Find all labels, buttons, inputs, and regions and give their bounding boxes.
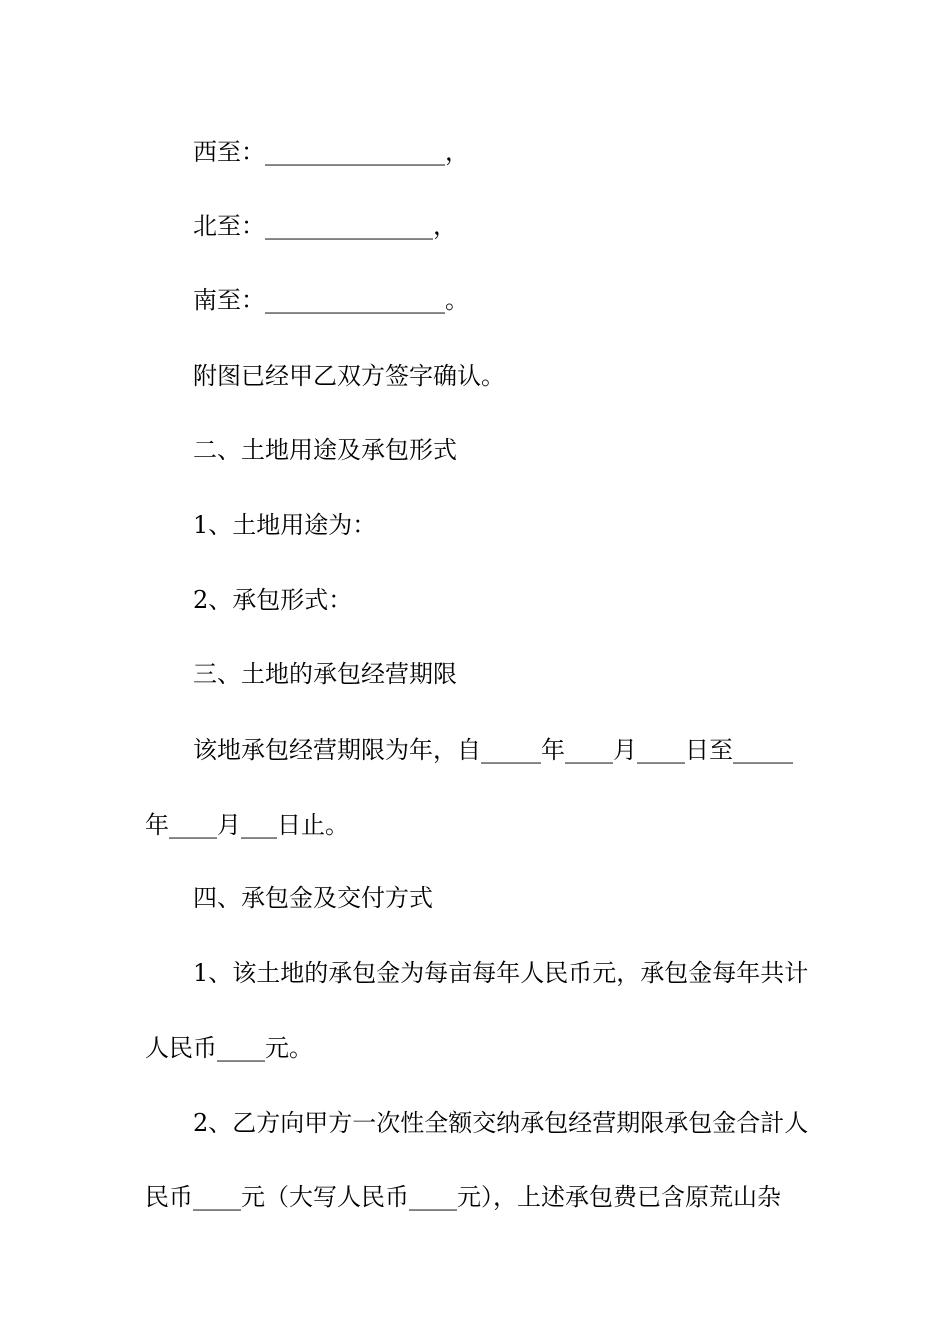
- clause-lump-sum-line-1: 2、乙方向甲方一次性全额交纳承包经营期限承包金合計人: [193, 1109, 809, 1137]
- section-heading-payment: 四、承包金及交付方式: [193, 884, 433, 912]
- clause-lump-sum-line-2: 民币____元（大写人民币____元），上述承包费已含原荒山杂: [145, 1183, 781, 1211]
- boundary-south: 南至：_______________。: [193, 286, 469, 314]
- section-heading-land-use: 二、土地用途及承包形式: [193, 436, 457, 464]
- boundary-north: 北至：______________，: [193, 212, 457, 240]
- clause-fee-line-2: 人民币____元。: [145, 1034, 313, 1062]
- boundary-west: 西至：_______________，: [193, 138, 469, 166]
- clause-land-use: 1、土地用途为：: [193, 511, 377, 539]
- clause-term-line-2: 年____月___日止。: [145, 811, 349, 839]
- clause-contract-form: 2、承包形式：: [193, 586, 353, 614]
- clause-term-line-1: 该地承包经营期限为年，自_____年____月____日至_____: [193, 736, 793, 764]
- attachment-confirmation: 附图已经甲乙双方签字确认。: [193, 362, 505, 390]
- clause-fee-line-1: 1、该土地的承包金为每亩每年人民币元，承包金每年共计: [193, 959, 809, 987]
- section-heading-term: 三、土地的承包经营期限: [193, 660, 457, 688]
